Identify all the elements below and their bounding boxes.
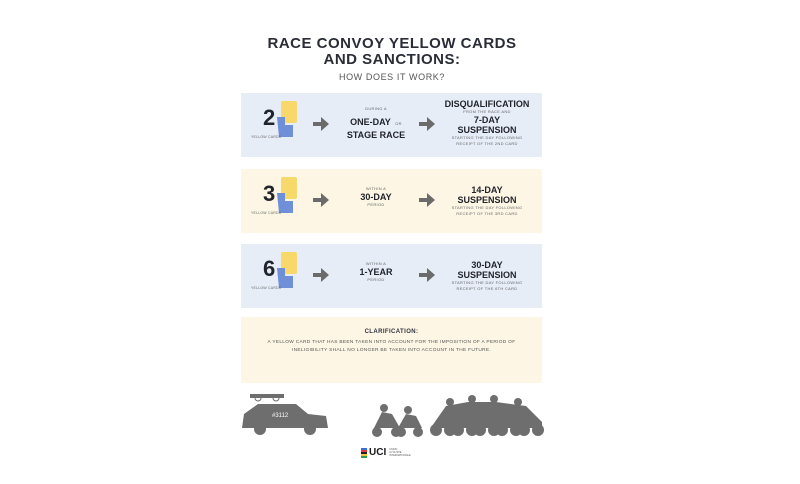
result-small-1: STARTING THE DAY FOLLOWING [451,205,523,210]
yellow-card-hand-icon [273,250,301,290]
uci-logo [361,447,411,458]
clarification-heading: CLARIFICATION: [364,329,419,335]
sanction-text [431,99,543,147]
period-pre: WITHIN A [365,261,387,266]
result-main-2: SUSPENSION [457,195,517,205]
page-subtitle: HOW DOES IT WORK? [338,72,446,82]
card-count: 6 [263,256,276,281]
arrow-right-icon [313,268,329,282]
result-small-1: FROM THE RACE AND [463,109,511,114]
rule-panel-3-cards [241,169,542,233]
period-pre: DURING A [365,106,387,111]
rule-panel-2-cards [241,93,542,157]
race-convoy-illustration [236,392,548,442]
yellow-cards-label: YELLOW CARDS [251,286,282,290]
period-text [336,186,416,208]
result-small-2: RECEIPT OF THE 6TH CARD [456,286,518,291]
car-plate-text: #3112 [272,413,289,419]
uci-tagline-3: INTERNATIONALE [389,454,411,457]
result-main-1: 14-DAY [471,185,503,195]
period-post: PERIOD [367,277,385,282]
yellow-cards-label: YELLOW CARDS [251,211,282,215]
uci-tagline-1: UNION [389,448,398,451]
result-small-2: STARTING THE DAY FOLLOWING [451,135,523,140]
card-count: 2 [263,105,276,130]
uci-tagline-2: CYCLISTE [389,451,402,454]
period-pre: WITHIN A [365,186,387,191]
card-count: 3 [263,181,276,206]
period-or: OR [395,121,402,126]
clarification-panel [241,317,542,383]
result-small-1: STARTING THE DAY FOLLOWING [451,280,523,285]
sanction-text [431,185,543,217]
period-main: 30-DAY [360,192,392,202]
clarification-body: A YELLOW CARD THAT HAS BEEN TAKEN INTO ACCOUNT FOR THE IMPOSITION OF A PERIOD OF INELIGIBILITY SHALL NO LONGER BE TAKEN INTO ACCOUNT IN THE FUTURE. [267,340,516,353]
motorbikes-icon [372,404,423,437]
result-main-2: SUSPENSION [457,270,517,280]
yellow-card-hand-icon [273,175,301,215]
result-small-3: RECEIPT OF THE 2ND CARD [456,141,518,146]
arrow-right-icon [313,117,329,131]
team-car-icon [242,394,328,435]
yellow-card-hand-icon [273,99,301,139]
uci-logo-text: UCI [369,447,387,458]
period-main-1: ONE-DAY [350,117,391,127]
period-main: 1-YEAR [359,267,393,277]
sanction-text [431,260,543,292]
peloton-icon [430,395,544,436]
title-line-2: AND SANCTIONS: [323,51,461,68]
yellow-cards-label: YELLOW CARDS [251,135,282,139]
result-main-1: DISQUALIFICATION [444,99,530,109]
title-line-1: RACE CONVOY YELLOW CARDS [267,35,517,52]
result-main-1: 30-DAY [471,260,503,270]
period-text [336,261,416,283]
period-text [336,106,416,140]
result-main-3: SUSPENSION [457,125,517,135]
period-main-2: STAGE RACE [346,130,406,140]
page-title [236,36,548,68]
result-small-2: RECEIPT OF THE 3RD CARD [456,211,518,216]
period-post: PERIOD [367,202,385,207]
uci-tagline [389,448,410,457]
uci-stripes-icon [361,448,367,458]
rule-panel-6-cards [241,244,542,308]
result-main-2: 7-DAY [473,115,501,125]
arrow-right-icon [313,193,329,207]
infographic-poster [236,30,548,470]
